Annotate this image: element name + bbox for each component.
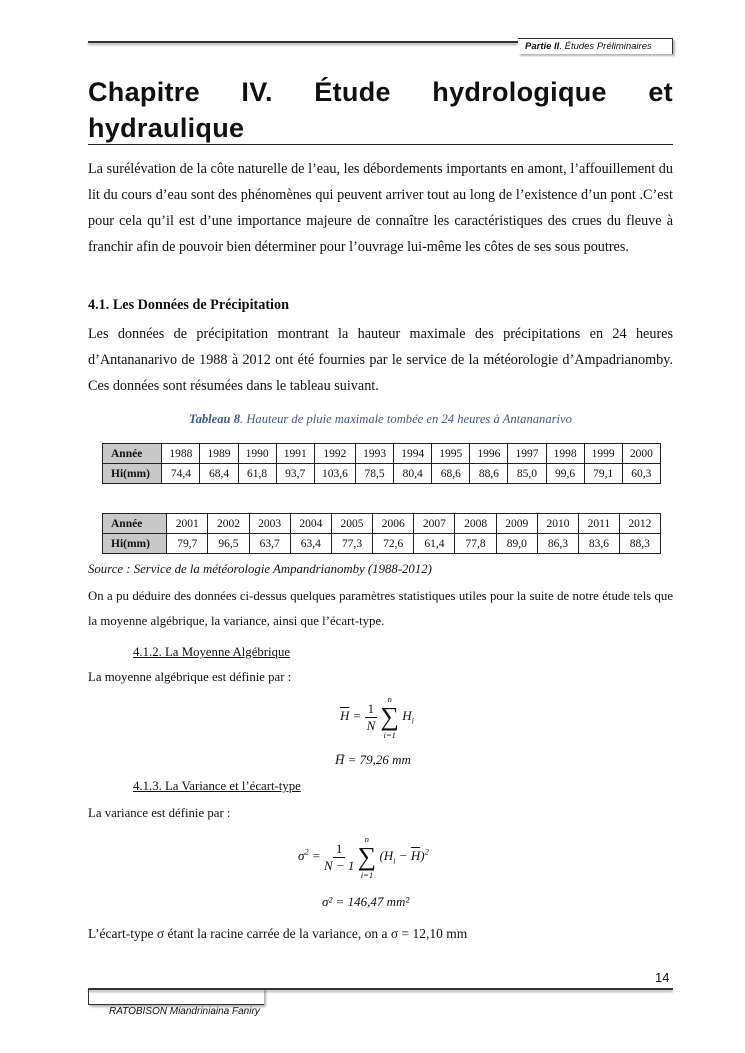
table-row-years: Année 2001 2002 2003 2004 2005 2006 2007 2008 2009 2010 2011 2012 [103,514,661,534]
subsection-heading-moyenne: 4.1.2. La Moyenne Algébrique [133,645,291,659]
row-label: Année [103,444,162,464]
table-source: Source : Service de la météorologie Ampandrianomby (1988-2012) [88,562,432,576]
mean-result: H̅ = 79,26 mm [335,752,411,767]
row-label: Année [103,514,167,534]
footer-box [88,988,264,1005]
table-row-years: Année 1988 1989 1990 1991 1992 1993 1994 1995 1996 1997 1998 1999 2000 [103,444,661,464]
row-label: Hi(mm) [103,534,167,554]
variance-formula: $\sigma^2$ = $\frac{1}{N - 1}$ n ∑ i=1 $(H_i - \overline{H})^2$ [298,834,429,880]
ecart-type-text: L’écart-type σ étant la racine carrée de la variance, on a σ = 12,10 mm [88,926,468,941]
footer-author: RATOBISON Miandriniaina Faniry [109,1006,260,1017]
chapter-title: Chapitre IV. Étude hydrologique et hydraulique [88,77,673,143]
table-row-values: Hi(mm) 74,4 68,4 61,8 93,7 103,6 78,5 80,4 68,6 88,6 85,0 99,6 79,1 60,3 [103,464,661,484]
section-paragraph: Les données de précipitation montrant la hauteur maximale des précipitations en 24 heures d’Antananarivo de 1988 à 2012 ont été fournies par le service de la météorologie d’Ampadrianomby. Ces données sont résumées dans le tableau suivant. [88,326,673,394]
title-rule [88,144,673,145]
table-row-values: Hi(mm) 79,7 96,5 63,7 63,4 77,3 72,6 61,4 77,8 89,0 86,3 83,6 88,3 [103,534,661,554]
header-rule [88,41,518,43]
page-number: 14 [655,970,670,985]
precip-table-1 [102,443,661,484]
precip-table-2 [102,513,661,554]
stats-intro: On a pu déduire des données ci-dessus quelques paramètres statistiques utiles pour la suite de notre étude tels que la moyenne algébrique, la variance, ainsi que l’écart-type. [88,589,673,628]
variance-result: σ² = 146,47 mm² [322,894,410,909]
intro-paragraph: La surélévation de la côte naturelle de l’eau, les débordements importants en amont, l’affouillement du lit du cours d’eau sont des phénomènes qui peuvent arriver tout au long de l’existence d’un pont .C’est pour cela qu’il est d’une importance majeure de connaître les caractéristiques des crues du fleuve à franchir afin de pouvoir bien déterminer pour l’ouvrage lui-même les côtes de ses sous poutres. [88,161,673,255]
variance-definition: La variance est définie par : [88,806,231,820]
mean-formula: $\overline{H}$ = $\frac{1}{N}$ n ∑ i=1 $H_i$ [340,694,414,740]
subsection-heading-variance: 4.1.3. La Variance et l’écart-type [133,779,301,793]
row-label: Hi(mm) [103,464,162,484]
moyenne-definition: La moyenne algébrique est définie par : [88,670,292,684]
table-caption: Tableau 8. Hauteur de pluie maximale tombée en 24 heures à Antananarivo [189,412,572,426]
section-heading-4-1: 4.1. Les Données de Précipitation [88,297,289,313]
header-part-label: Partie II. Études Préliminaires [518,38,673,54]
